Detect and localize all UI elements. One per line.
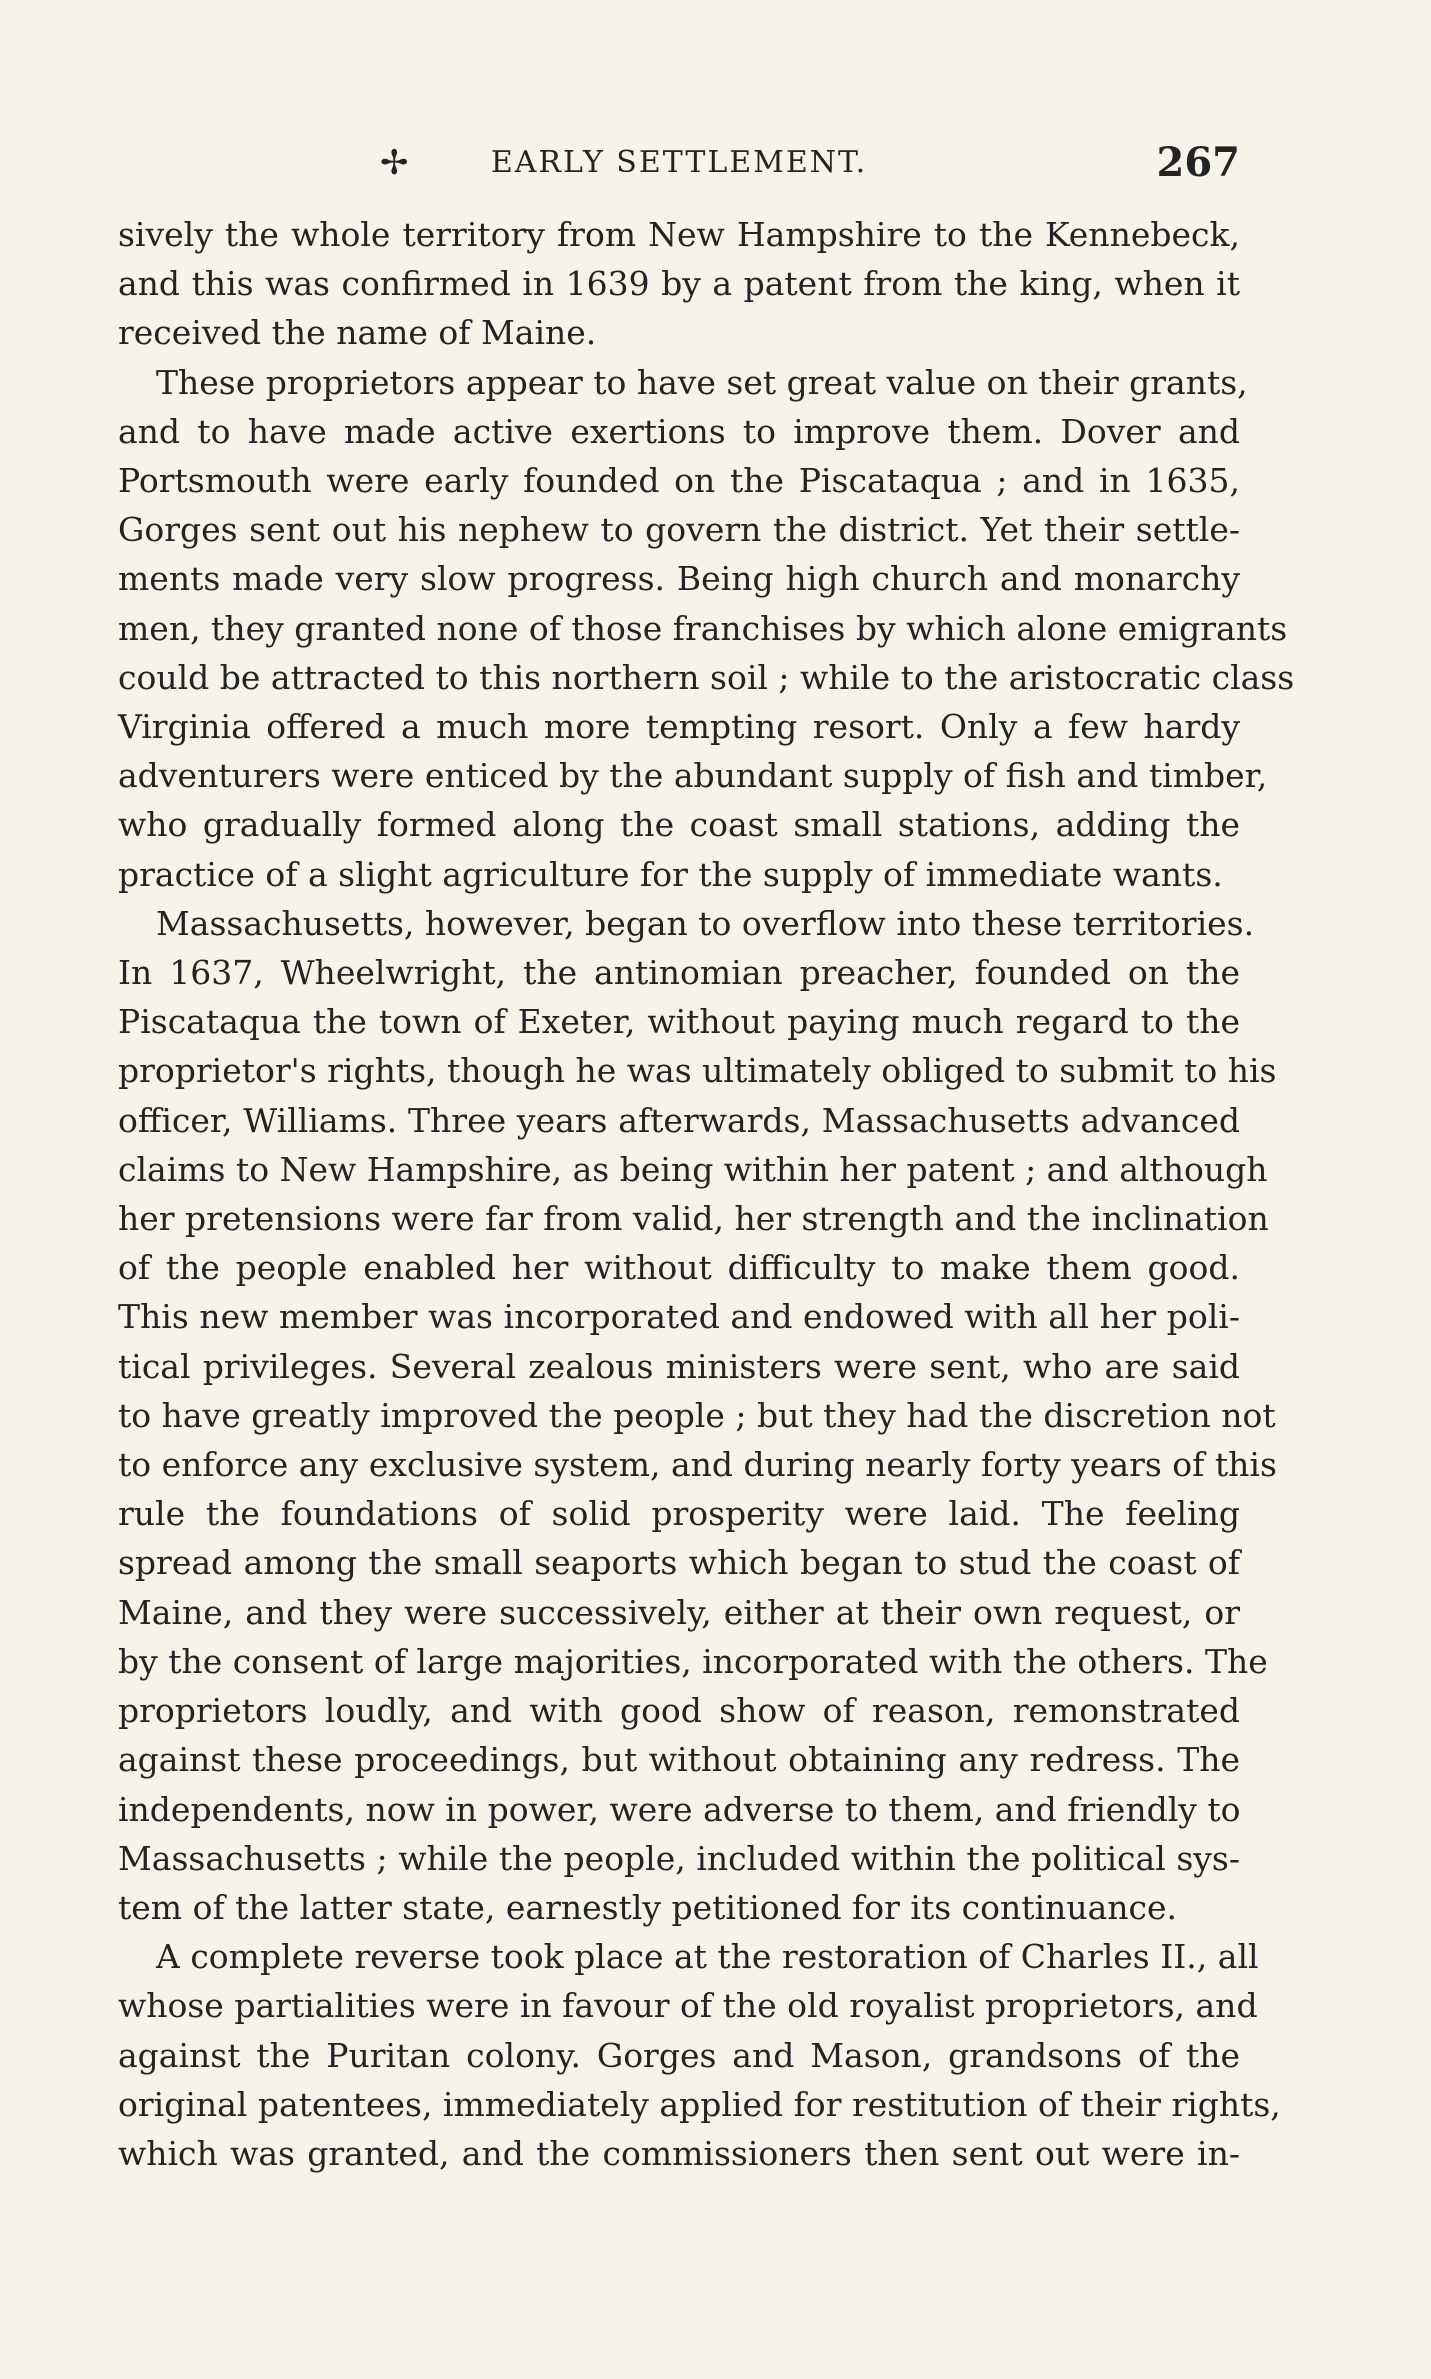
text-line: tem of the latter state, earnestly petitioned for its continuance. (118, 1887, 1177, 1927)
text-line: received the name of Maine. (118, 313, 597, 353)
text-line: her pretensions were far from valid, her strength and the inclination (118, 1199, 1269, 1239)
text-line: by the consent of large majorities, incorporated with the others. The (118, 1641, 1268, 1681)
body-text (118, 210, 1295, 2178)
text-line: Portsmouth were early founded on the Piscataqua ; and in 1635, (118, 461, 1240, 501)
page-number: 267 (1156, 139, 1240, 186)
text-line: whose partialities were in favour of the old royalist proprietors, and (118, 1986, 1258, 2026)
text-line: of the people enabled her without difficulty to make them good. (118, 1248, 1240, 1288)
text-line: A complete reverse took place at the restoration of Charles II., all (156, 1937, 1259, 1977)
text-line: In 1637, Wheelwright, the antinomian preacher, founded on the (118, 953, 1240, 993)
text-line: Virginia offered a much more tempting resort. Only a few hardy (118, 707, 1240, 747)
text-line: Piscataqua the town of Exeter, without paying much regard to the (118, 1002, 1240, 1042)
text-line: spread among the small seaports which began to stud the coast of (118, 1543, 1240, 1583)
text-line: men, they granted none of those franchises by which alone emigrants (118, 608, 1288, 648)
text-line: and this was confirmed in 1639 by a patent from the king, when it (118, 264, 1240, 304)
running-head (118, 140, 1240, 186)
text-line: proprietor's rights, though he was ultimately obliged to submit to his (118, 1051, 1277, 1091)
text-line: practice of a slight agriculture for the supply of immediate wants. (118, 854, 1223, 894)
text-line: Gorges sent out his nephew to govern the district. Yet their settle- (118, 510, 1240, 550)
text-line: to enforce any exclusive system, and during nearly forty years of this (118, 1445, 1277, 1485)
text-line: could be attracted to this northern soil ; while to the aristocratic class (118, 657, 1295, 697)
chapter-title: EARLY SETTLEMENT. (490, 145, 868, 180)
text-line: This new member was incorporated and endowed with all her poli- (118, 1297, 1240, 1337)
text-line: Massachusetts ; while the people, included within the political sys- (118, 1838, 1240, 1878)
text-line: Maine, and they were successively, either at their own request, or (118, 1592, 1240, 1632)
text-line: rule the foundations of solid prosperity were laid. The feeling (118, 1494, 1240, 1534)
text-line: proprietors loudly, and with good show of reason, remonstrated (118, 1691, 1240, 1731)
text-line: independents, now in power, were adverse to them, and friendly to (118, 1789, 1241, 1829)
text-line: against these proceedings, but without obtaining any redress. The (118, 1740, 1240, 1780)
text-line: claims to New Hampshire, as being within her patent ; and although (118, 1149, 1268, 1189)
ornament-icon: ✢ (380, 143, 409, 183)
text-line: which was granted, and the commissioners then sent out were in- (118, 2133, 1240, 2173)
text-line: sively the whole territory from New Hampshire to the Kennebeck, (118, 215, 1240, 254)
text-line: to have greatly improved the people ; but they had the discretion not (118, 1395, 1276, 1435)
text-line: ments made very slow progress. Being high church and monarchy (118, 559, 1240, 599)
text-line: Massachusetts, however, began to overflow into these territories. (156, 903, 1255, 943)
text-line: officer, Williams. Three years afterwards, Massachusetts advanced (118, 1100, 1240, 1140)
text-line: and to have made active exertions to improve them. Dover and (118, 411, 1240, 451)
text-line: adventurers were enticed by the abundant supply of fish and timber, (118, 756, 1268, 796)
text-line: against the Puritan colony. Gorges and Mason, grandsons of the (118, 2035, 1240, 2075)
text-line: original patentees, immediately applied for restitution of their rights, (118, 2084, 1281, 2124)
text-line: who gradually formed along the coast small stations, adding the (118, 805, 1240, 845)
text-line: These proprietors appear to have set great value on their grants, (156, 362, 1248, 402)
text-line: tical privileges. Several zealous ministers were sent, who are said (118, 1346, 1240, 1386)
